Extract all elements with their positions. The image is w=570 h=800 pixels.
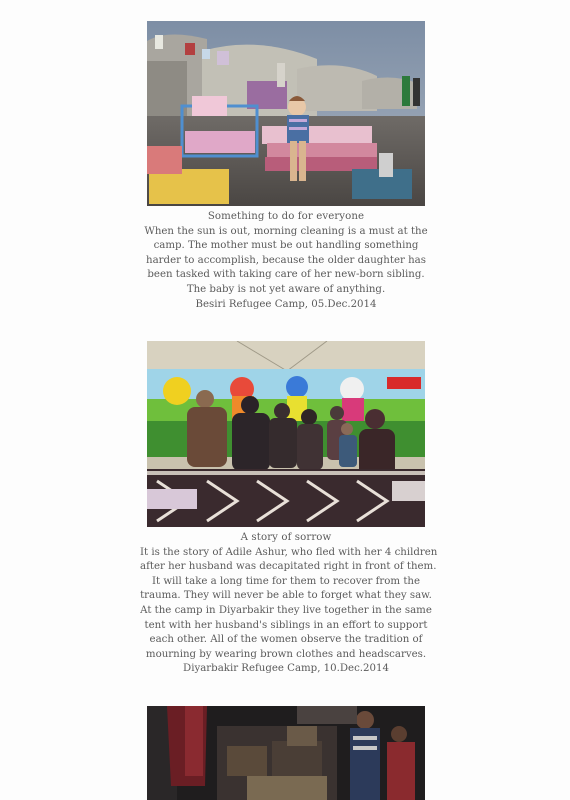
caption-line: At the camp in Diyarbakir they live together in the same (140, 604, 432, 616)
photo-3-image (147, 706, 425, 800)
caption-line: When the sun is out, morning cleaning is a must at the (144, 225, 428, 237)
caption-line: camp. The mother must be out handling something (153, 240, 419, 252)
caption-line: It is the story of Adile Ashur, who fled with her 4 children (140, 546, 438, 558)
photo-tent-interior[interactable] (147, 706, 425, 800)
caption-line: harder to accomplish, because the older daughter has (146, 254, 426, 266)
caption-line: mourning by wearing brown clothes and headscarves. (145, 648, 427, 660)
photo-2-image (147, 341, 425, 527)
caption-entry-1 (140, 210, 432, 312)
caption-line: It will take a long time for them to recover from the (151, 575, 421, 587)
caption-place-date: Diyarbakir Refugee Camp, 10.Dec.2014 (183, 663, 389, 675)
photo-1-image (147, 21, 425, 206)
caption-line: after her husband was decapitated right in front of them. (140, 561, 437, 573)
caption-line: each other. All of the women observe the tradition of (149, 634, 423, 646)
caption-line: tent with her husband's siblings in an effort to support (144, 619, 428, 631)
caption-title: A story of sorrow (240, 532, 332, 543)
photo-family-in-tent[interactable] (147, 341, 425, 527)
caption-line: been tasked with taking care of her new-born sibling. (147, 269, 425, 281)
caption-line: The baby is not yet aware of anything. (186, 283, 386, 295)
photo-refugee-camp-morning[interactable] (147, 21, 425, 206)
caption-place-date: Besiri Refugee Camp, 05.Dec.2014 (195, 298, 377, 310)
caption-line: trauma. They will never be able to forget what they saw. (140, 590, 432, 602)
caption-entry-2 (140, 531, 438, 677)
caption-title: Something to do for everyone (207, 211, 365, 222)
